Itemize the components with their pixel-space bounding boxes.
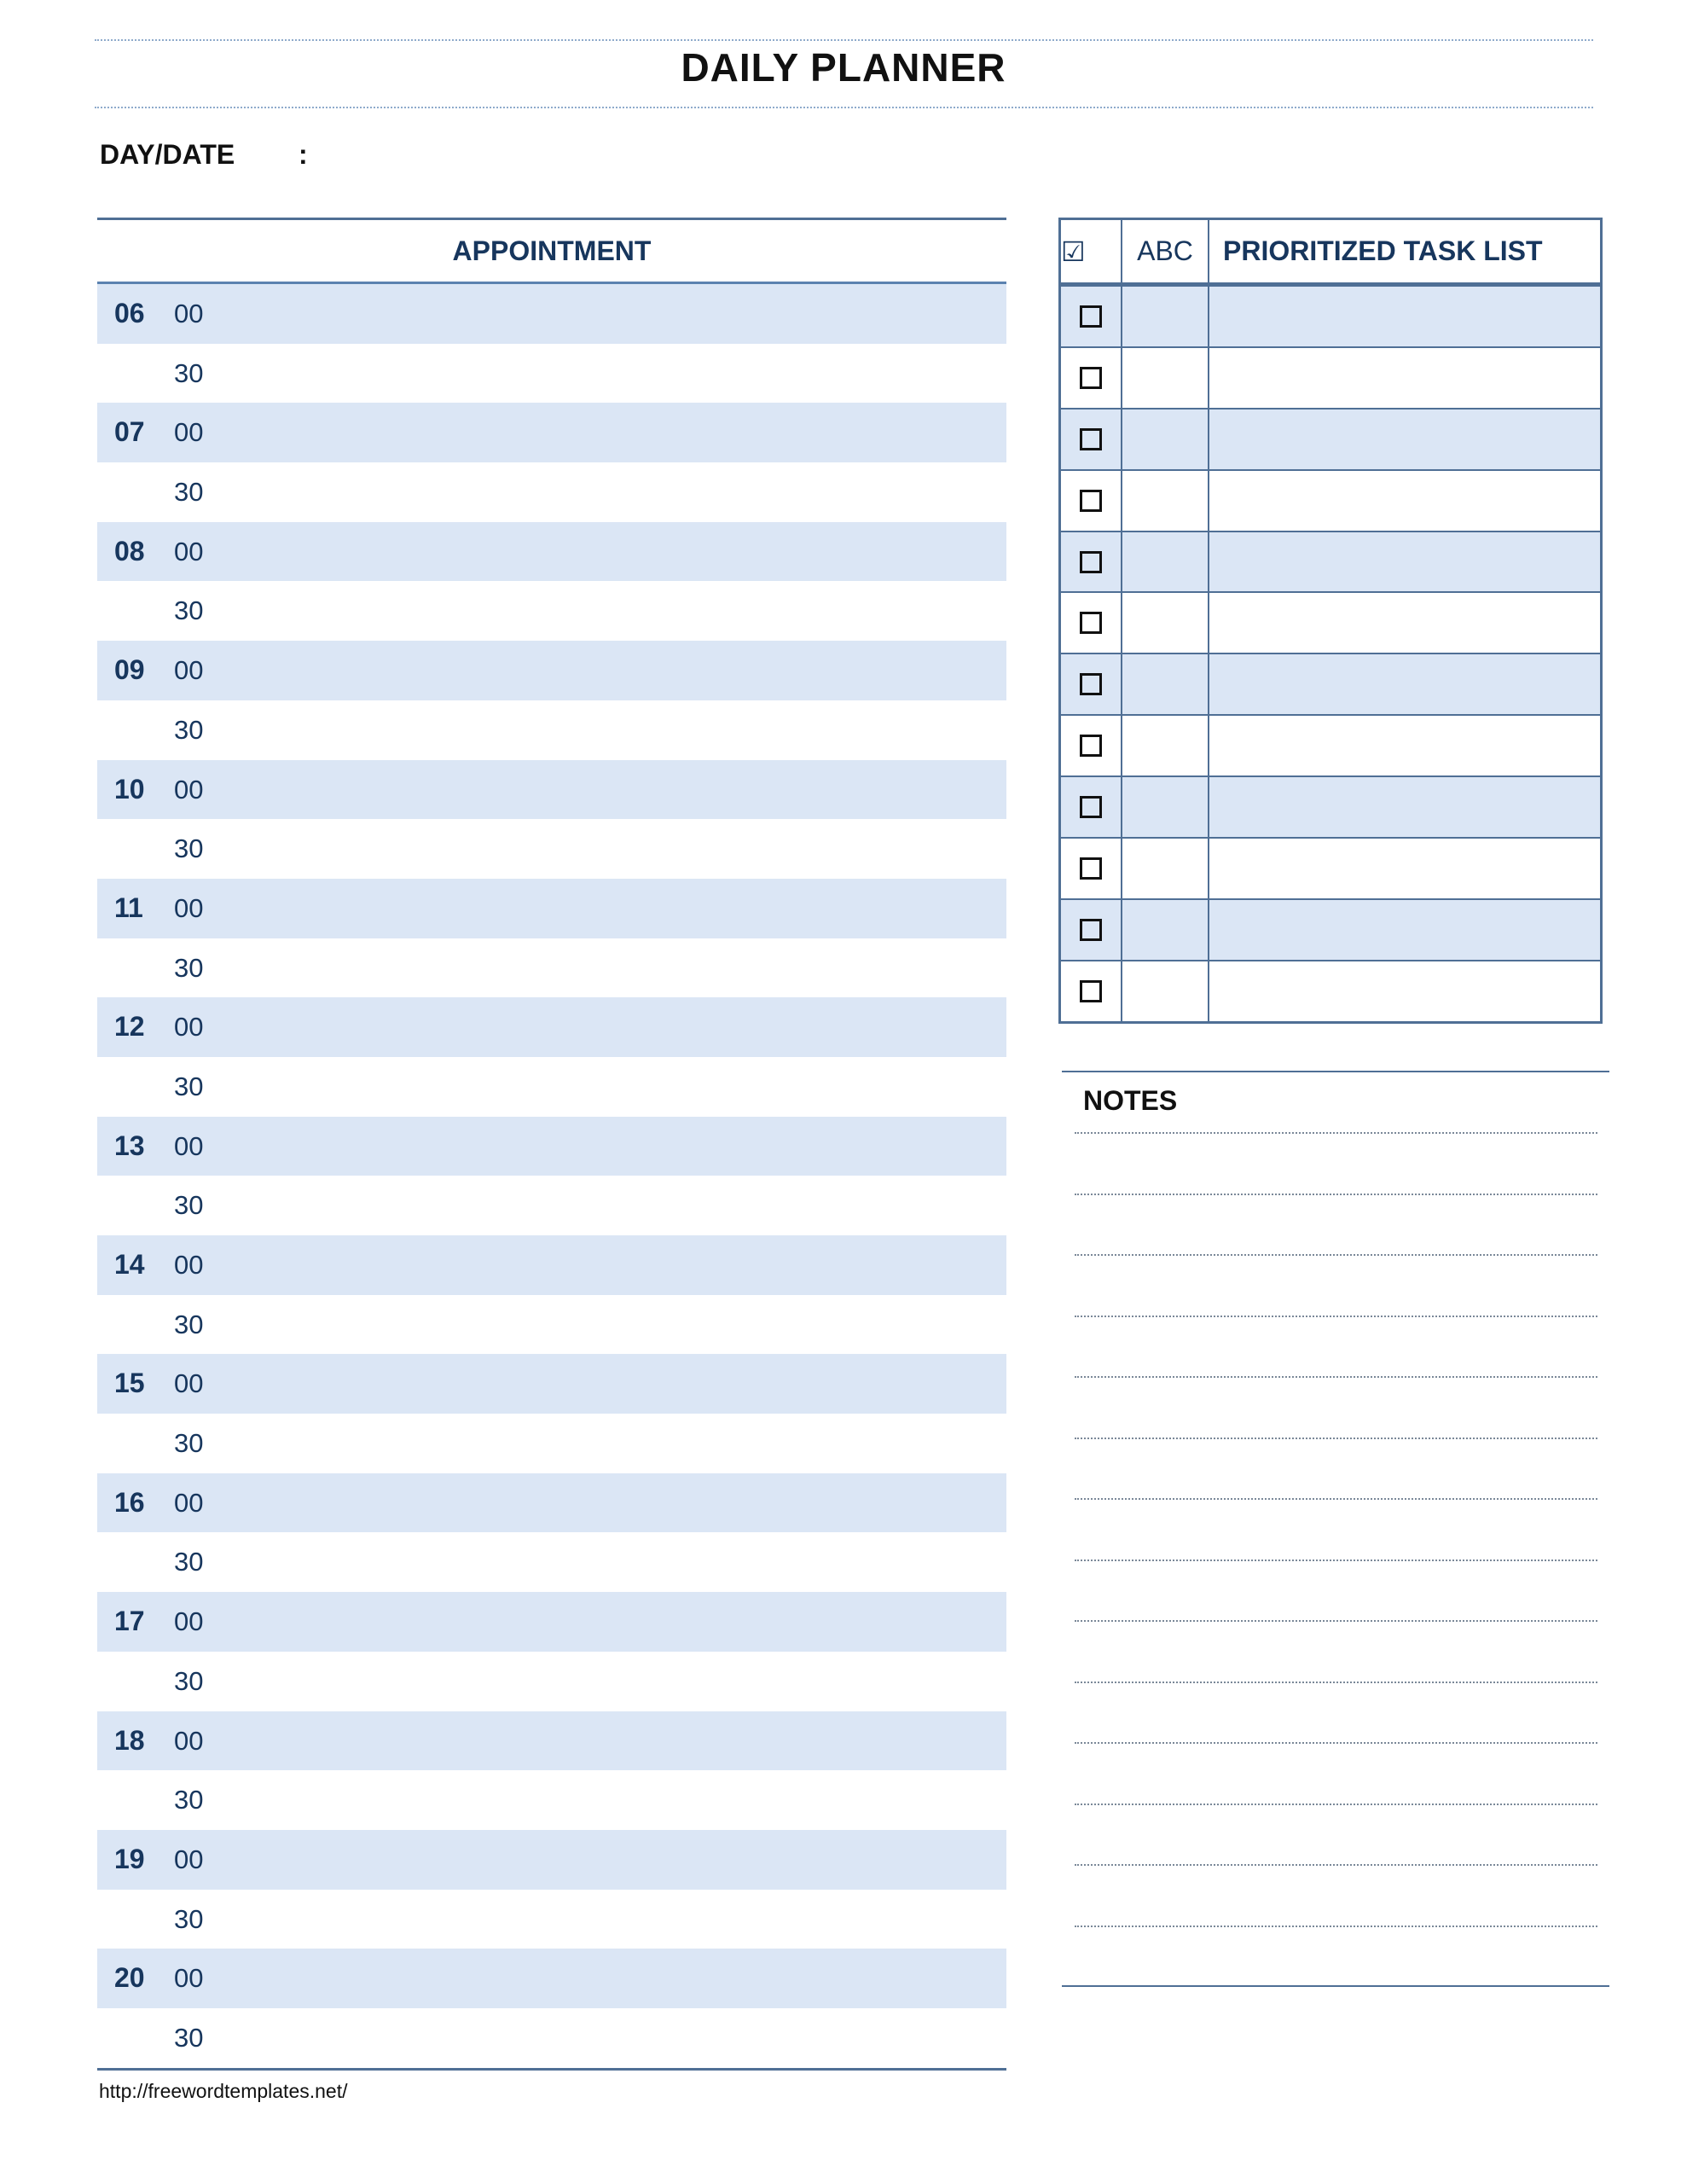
task-checkbox[interactable] [1080, 919, 1102, 941]
appointment-slot[interactable] [97, 1295, 1006, 1355]
task-checkbox-cell [1060, 961, 1122, 1022]
task-checkbox[interactable] [1080, 305, 1102, 328]
appointment-header: APPOINTMENT [97, 220, 1006, 284]
task-row [1060, 531, 1602, 593]
slot-minute: 00 [174, 299, 204, 328]
task-checkbox[interactable] [1080, 980, 1102, 1002]
day-date-label: DAY/DATE [100, 139, 235, 170]
task-description-cell[interactable] [1209, 470, 1602, 531]
checked-box-icon: ☑ [1061, 235, 1086, 267]
page-title: DAILY PLANNER [681, 45, 1006, 90]
notes-line[interactable] [1075, 1498, 1597, 1500]
notes-bottom-rule [1062, 1985, 1609, 1987]
task-priority-cell[interactable] [1122, 776, 1209, 838]
notes-line[interactable] [1075, 1254, 1597, 1256]
appointment-slot[interactable] [97, 2008, 1006, 2068]
appointment-slot[interactable] [97, 641, 1006, 700]
task-description-cell[interactable] [1209, 531, 1602, 593]
task-row [1060, 899, 1602, 961]
appointment-slots [97, 284, 1006, 2068]
slot-minute: 30 [174, 714, 204, 745]
appointment-slot[interactable] [97, 760, 1006, 820]
appointment-slot[interactable] [97, 1414, 1006, 1473]
task-row [1060, 838, 1602, 899]
task-row [1060, 592, 1602, 653]
task-row [1060, 961, 1602, 1022]
slot-minute: 00 [174, 536, 204, 566]
task-checkbox-cell [1060, 470, 1122, 531]
slot-minute: 00 [174, 417, 204, 448]
priority-column-header: ABC [1122, 219, 1209, 285]
slot-hour: 11 [114, 892, 143, 923]
task-priority-cell[interactable] [1122, 715, 1209, 776]
notes-top-rule [1062, 1071, 1609, 1072]
appointment-slot[interactable] [97, 462, 1006, 522]
slot-minute: 30 [174, 1309, 204, 1339]
task-description-cell[interactable] [1209, 715, 1602, 776]
task-description-cell[interactable] [1209, 838, 1602, 899]
task-row [1060, 776, 1602, 838]
slot-minute: 30 [174, 1190, 204, 1221]
slot-minute: 00 [174, 892, 204, 923]
appointment-slot[interactable] [97, 1830, 1006, 1890]
appointment-slot[interactable] [97, 1235, 1006, 1295]
task-header-row [1060, 219, 1602, 285]
slot-minute: 30 [174, 1665, 204, 1696]
appointment-slot[interactable] [97, 1117, 1006, 1176]
task-priority-cell[interactable] [1122, 470, 1209, 531]
appointment-slot[interactable] [97, 700, 1006, 760]
task-checkbox-cell [1060, 409, 1122, 470]
title-bottom-rule [95, 107, 1593, 108]
task-description-cell[interactable] [1209, 961, 1602, 1022]
task-checkbox-cell [1060, 899, 1122, 961]
slot-hour: 06 [114, 298, 145, 328]
task-description-cell[interactable] [1209, 653, 1602, 715]
notes-line[interactable] [1075, 1926, 1597, 1927]
slot-minute: 30 [174, 477, 204, 508]
task-checkbox-cell [1060, 531, 1122, 593]
notes-line[interactable] [1075, 1742, 1597, 1744]
slot-minute: 30 [174, 595, 204, 626]
task-priority-cell[interactable] [1122, 531, 1209, 593]
notes-line[interactable] [1075, 1804, 1597, 1805]
task-priority-cell[interactable] [1122, 838, 1209, 899]
task-row [1060, 285, 1602, 347]
slot-minute: 00 [174, 1725, 204, 1756]
task-checkbox-cell [1060, 653, 1122, 715]
appointment-table [97, 218, 1006, 2071]
task-checkbox[interactable] [1080, 551, 1102, 573]
slot-hour: 16 [114, 1486, 145, 1518]
task-priority-cell[interactable] [1122, 653, 1209, 715]
task-checkbox-cell [1060, 715, 1122, 776]
slot-minute: 00 [174, 1012, 204, 1043]
slot-hour: 13 [114, 1130, 145, 1161]
task-rows [1060, 285, 1602, 1023]
slot-hour: 07 [114, 416, 145, 448]
task-description-cell[interactable] [1209, 592, 1602, 653]
slot-hour: 12 [114, 1011, 145, 1043]
notes-line[interactable] [1075, 1864, 1597, 1866]
task-description-cell[interactable] [1209, 347, 1602, 409]
task-checkbox[interactable] [1080, 490, 1102, 512]
task-column-header: PRIORITIZED TASK LIST [1209, 219, 1602, 285]
notes-line[interactable] [1075, 1438, 1597, 1439]
appointment-slot[interactable] [97, 1890, 1006, 1949]
slot-minute: 00 [174, 655, 204, 686]
task-priority-cell[interactable] [1122, 899, 1209, 961]
notes-line[interactable] [1075, 1316, 1597, 1317]
prioritized-task-table [1058, 218, 1603, 1024]
slot-hour: 20 [114, 1962, 145, 1994]
slot-minute: 30 [174, 834, 204, 864]
slot-minute: 30 [174, 1547, 204, 1577]
slot-hour: 08 [114, 535, 145, 566]
slot-minute: 30 [174, 1785, 204, 1815]
slot-minute: 30 [174, 2022, 204, 2053]
slot-hour: 15 [114, 1368, 145, 1399]
task-checkbox[interactable] [1080, 796, 1102, 818]
notes-line[interactable] [1075, 1194, 1597, 1195]
appointment-slot[interactable] [97, 403, 1006, 462]
task-checkbox-cell [1060, 592, 1122, 653]
task-description-cell[interactable] [1209, 285, 1602, 347]
appointment-slot[interactable] [97, 1949, 1006, 2008]
notes-title: NOTES [1083, 1085, 1178, 1116]
title-top-rule [95, 39, 1593, 41]
appointment-slot[interactable] [97, 522, 1006, 582]
appointment-slot[interactable] [97, 1532, 1006, 1592]
task-priority-cell[interactable] [1122, 592, 1209, 653]
slot-minute: 00 [174, 1250, 204, 1280]
appointment-slot[interactable] [97, 1057, 1006, 1117]
task-checkbox-cell [1060, 776, 1122, 838]
task-description-cell[interactable] [1209, 409, 1602, 470]
appointment-slot[interactable] [97, 344, 1006, 404]
slot-minute: 30 [174, 952, 204, 983]
task-row [1060, 409, 1602, 470]
notes-line[interactable] [1075, 1620, 1597, 1622]
slot-minute: 00 [174, 1487, 204, 1518]
task-row [1060, 715, 1602, 776]
day-date-separator: : [299, 139, 308, 170]
task-checkbox-cell [1060, 838, 1122, 899]
task-priority-cell[interactable] [1122, 409, 1209, 470]
notes-line[interactable] [1075, 1682, 1597, 1683]
appointment-slot[interactable] [97, 1176, 1006, 1235]
task-checkbox[interactable] [1080, 673, 1102, 695]
footer-url[interactable]: http://freewordtemplates.net/ [99, 2080, 348, 2102]
task-description-cell[interactable] [1209, 899, 1602, 961]
slot-hour: 19 [114, 1843, 145, 1874]
task-checkbox-cell [1060, 285, 1122, 347]
appointment-slot[interactable] [97, 1473, 1006, 1533]
task-checkbox[interactable] [1080, 857, 1102, 880]
task-description-cell[interactable] [1209, 776, 1602, 838]
task-row [1060, 347, 1602, 409]
slot-minute: 30 [174, 1071, 204, 1101]
task-row [1060, 653, 1602, 715]
task-checkbox-cell [1060, 347, 1122, 409]
slot-minute: 00 [174, 774, 204, 804]
appointment-slot[interactable] [97, 879, 1006, 938]
task-priority-cell[interactable] [1122, 961, 1209, 1022]
task-priority-cell[interactable] [1122, 285, 1209, 347]
task-checkbox[interactable] [1080, 367, 1102, 389]
appointment-slot[interactable] [97, 938, 1006, 998]
appointment-slot[interactable] [97, 581, 1006, 641]
task-checkbox[interactable] [1080, 612, 1102, 634]
check-column-header [1060, 219, 1122, 285]
task-row [1060, 470, 1602, 531]
appointment-slot[interactable] [97, 1354, 1006, 1414]
slot-minute: 00 [174, 1844, 204, 1874]
task-priority-cell[interactable] [1122, 347, 1209, 409]
appointment-slot[interactable] [97, 284, 1006, 344]
slot-minute: 00 [174, 1130, 204, 1161]
notes-line[interactable] [1075, 1132, 1597, 1134]
task-checkbox[interactable] [1080, 428, 1102, 450]
slot-hour: 14 [114, 1249, 145, 1280]
appointment-slot[interactable] [97, 1592, 1006, 1652]
slot-minute: 00 [174, 1963, 204, 1994]
appointment-slot[interactable] [97, 1711, 1006, 1771]
appointment-slot[interactable] [97, 1652, 1006, 1711]
slot-minute: 30 [174, 1903, 204, 1934]
slot-minute: 30 [174, 1428, 204, 1459]
notes-line[interactable] [1075, 1376, 1597, 1378]
appointment-slot[interactable] [97, 997, 1006, 1057]
notes-line[interactable] [1075, 1560, 1597, 1561]
slot-hour: 17 [114, 1606, 145, 1637]
slot-minute: 30 [174, 357, 204, 388]
appointment-slot[interactable] [97, 819, 1006, 879]
slot-hour: 18 [114, 1724, 145, 1756]
slot-minute: 00 [174, 1606, 204, 1637]
task-checkbox[interactable] [1080, 735, 1102, 757]
appointment-slot[interactable] [97, 1770, 1006, 1830]
slot-minute: 00 [174, 1368, 204, 1399]
slot-hour: 09 [114, 654, 145, 686]
slot-hour: 10 [114, 773, 145, 804]
